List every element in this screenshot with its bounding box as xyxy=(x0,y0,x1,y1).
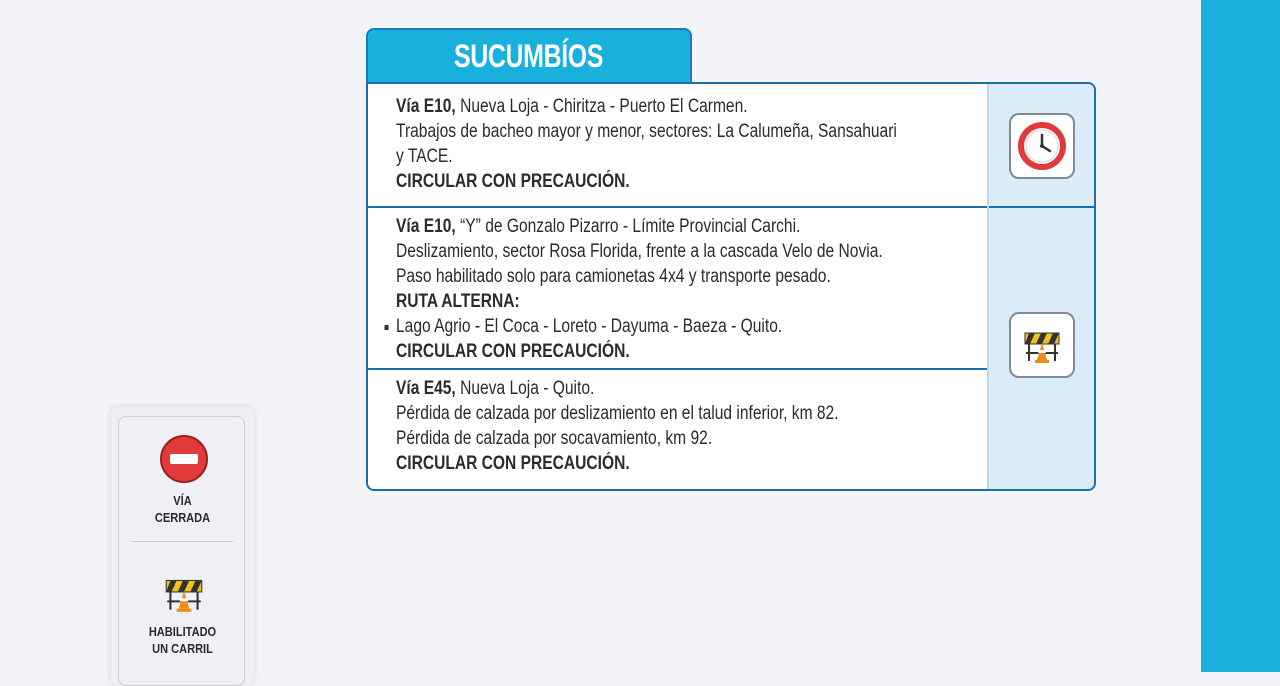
divider xyxy=(989,206,1096,208)
alternate-route-heading: RUTA ALTERNA: xyxy=(396,291,520,312)
clock-icon xyxy=(1017,121,1067,171)
status-box-maintenance xyxy=(1009,113,1075,179)
entry-detail: Pérdida de calzada por deslizamiento en el talud inferior, km 82. xyxy=(396,403,839,424)
legend-label: VÍA xyxy=(173,493,192,508)
entry-detail: Deslizamiento, sector Rosa Florida, frente a la cascada Velo de Novia. xyxy=(396,241,883,262)
route-code: Vía E10, xyxy=(396,216,456,237)
province-title: SUCUMBÍOS xyxy=(454,37,604,74)
alternate-route: Lago Agrio - El Coca - Loreto - Dayuma - Baeza - Quito. xyxy=(396,314,881,339)
legend-label: HABILITADO xyxy=(148,624,217,639)
legend-label: UN CARRIL xyxy=(152,641,213,656)
province-header xyxy=(366,28,692,82)
status-box-one-lane xyxy=(1009,312,1075,378)
entry-detail: Trabajos de bacheo mayor y menor, sectores: La Calumeña, Sansahuari xyxy=(396,121,897,142)
entry-action: CIRCULAR CON PRECAUCIÓN. xyxy=(396,341,630,362)
divider xyxy=(131,541,233,542)
entry-detail: y TACE. xyxy=(396,146,453,167)
route-segment: Nueva Loja - Chiritza - Puerto El Carmen. xyxy=(455,96,748,117)
legend-label: CERRADA xyxy=(154,510,211,525)
route-segment: “Y” de Gonzalo Pizarro - Límite Provincial Carchi. xyxy=(455,216,801,237)
road-entry xyxy=(368,84,987,208)
route-code: Vía E45, xyxy=(396,378,456,399)
road-entry xyxy=(368,370,987,491)
entry-action: CIRCULAR CON PRECAUCIÓN. xyxy=(396,171,630,192)
entry-detail: Pérdida de calzada por socavamiento, km 92. xyxy=(396,428,713,449)
barrier-icon xyxy=(1020,323,1064,367)
entry-action: CIRCULAR CON PRECAUCIÓN. xyxy=(396,453,630,474)
legend-panel xyxy=(110,406,254,686)
route-code: Vía E10, xyxy=(396,96,456,117)
road-status-card xyxy=(366,82,1096,491)
status-icon-column xyxy=(987,84,1094,489)
legend-box xyxy=(118,416,245,686)
road-entry xyxy=(368,208,987,370)
entry-detail: Paso habilitado solo para camionetas 4x4 y transporte pesado. xyxy=(396,266,831,287)
barrier-icon xyxy=(159,570,209,616)
route-segment: Nueva Loja - Quito. xyxy=(455,378,595,399)
no-entry-icon xyxy=(159,434,209,484)
side-accent-band xyxy=(1201,0,1280,672)
